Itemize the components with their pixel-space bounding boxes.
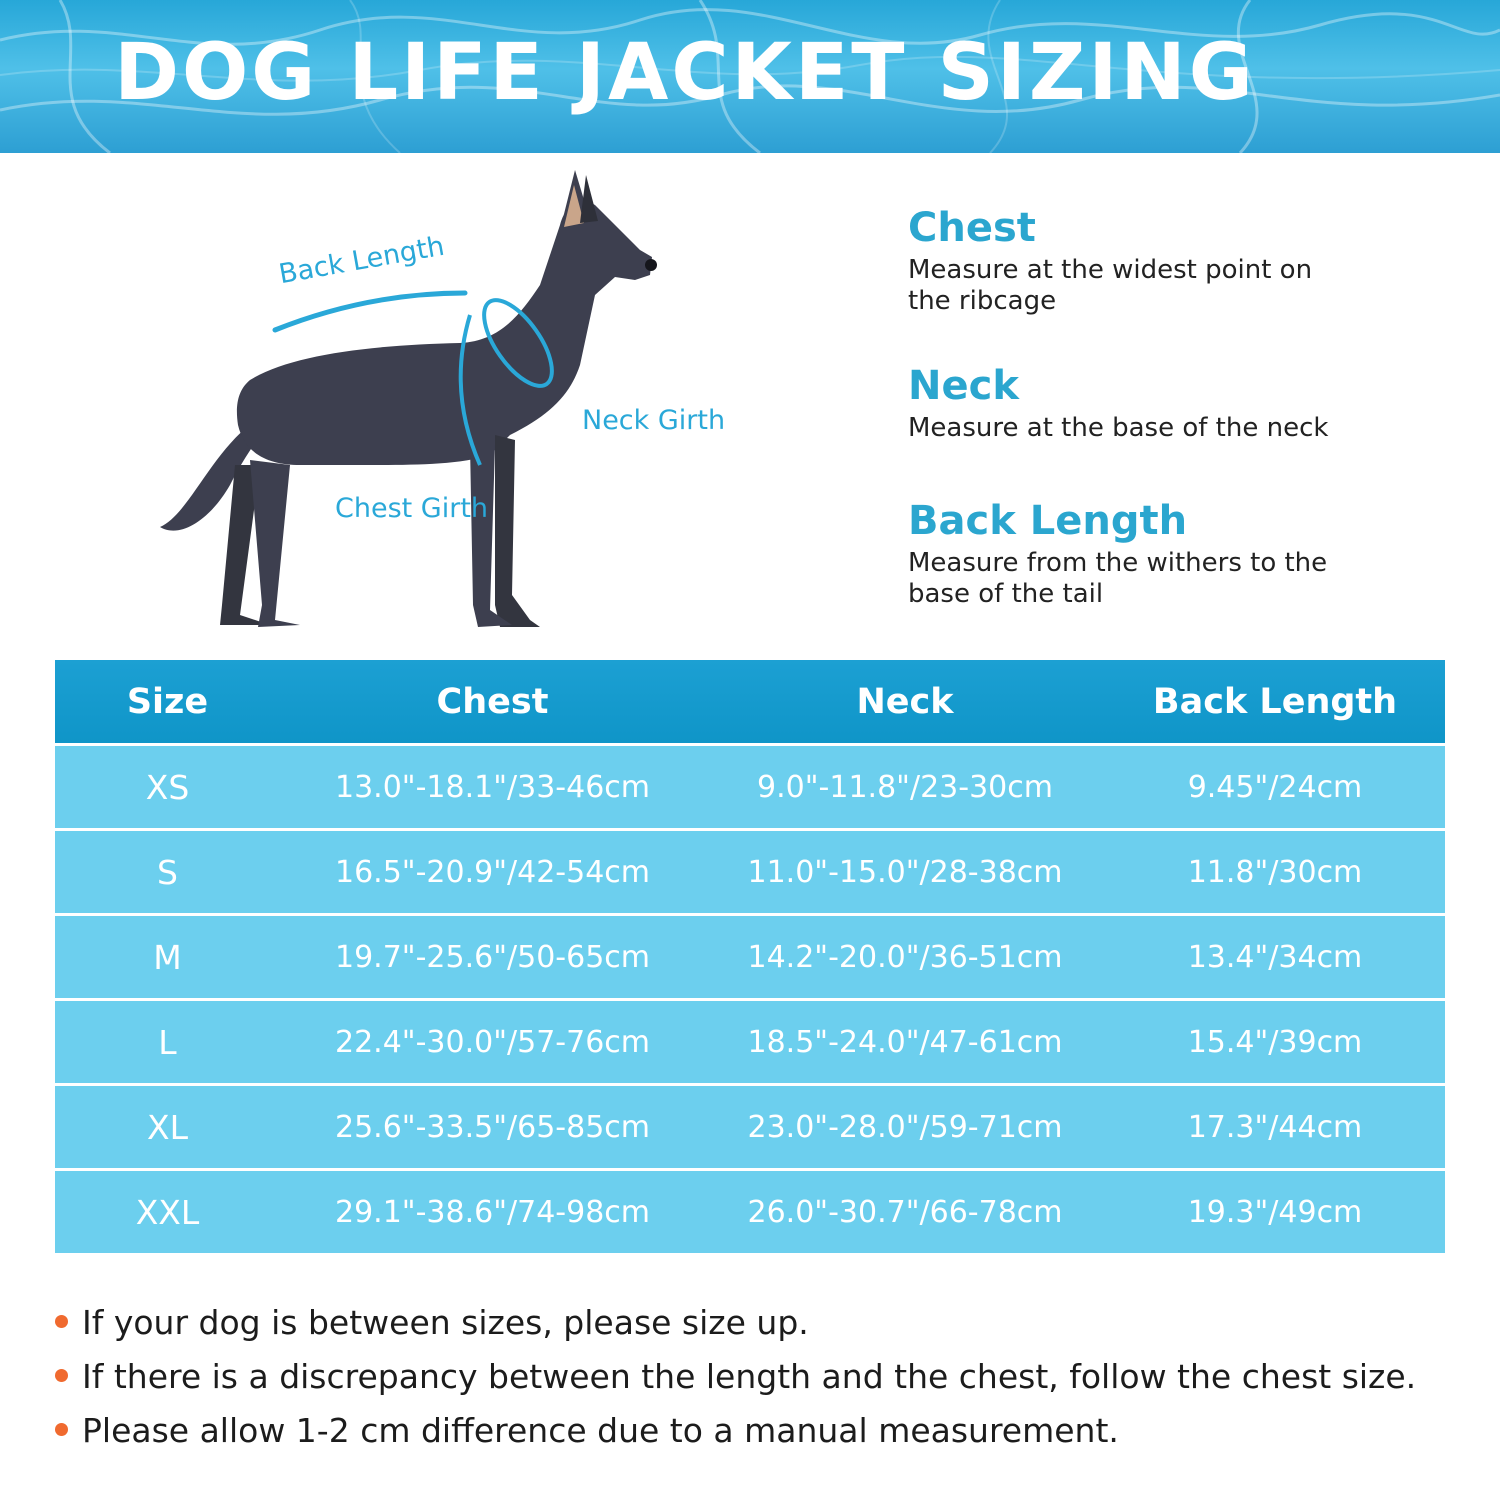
table-row [55,916,1445,998]
measure-chest-title: Chest [908,205,1036,251]
chest-cell: 16.5"-20.9"/42-54cm [334,854,650,890]
measure-chest-desc: Measure at the widest point on the ribcage [908,255,1313,316]
measure-neck-desc: Measure at the base of the neck [908,413,1329,443]
measure-back-length-title: Back Length [908,498,1188,544]
note-item: Please allow 1-2 cm difference due to a manual measurement. [52,1404,1482,1458]
header-banner [0,0,1500,153]
measure-back-length-desc: Measure from the withers to the base of the tail [908,548,1328,609]
size-cell: L [158,1022,177,1062]
neck-girth-label: Neck Girth [582,405,726,436]
neck-cell: 23.0"-28.0"/59-71cm [747,1109,1063,1145]
size-cell: XS [145,767,190,807]
header-back-length: Back Length [1152,681,1398,722]
chest-cell: 13.0"-18.1"/33-46cm [334,769,650,805]
sizing-notes [52,1296,1482,1458]
page-title: DOG LIFE JACKET SIZING [114,28,1256,118]
neck-cell: 9.0"-11.8"/23-30cm [757,769,1053,805]
neck-cell: 18.5"-24.0"/47-61cm [747,1024,1063,1060]
chest-cell: 22.4"-30.0"/57-76cm [334,1024,650,1060]
measure-back-length [908,498,1468,610]
table-row [55,831,1445,913]
measure-neck-title: Neck [908,363,1019,409]
back-length-label: Back Length [276,230,447,291]
note-item: If there is a discrepancy between the length and the chest, follow the chest size. [52,1350,1482,1404]
header-chest: Chest [436,681,549,722]
chest-cell: 19.7"-25.6"/50-65cm [334,939,650,975]
table-row [55,1001,1445,1083]
chest-cell: 25.6"-33.5"/65-85cm [334,1109,650,1145]
bullet-icon [55,1315,68,1328]
size-cell: XXL [135,1192,200,1232]
chest-girth-label: Chest Girth [335,493,489,524]
table-header-row [55,660,1445,743]
dog-illustration [140,165,760,635]
size-table [55,660,1445,1253]
header-size: Size [126,681,209,722]
bullet-icon [55,1369,68,1382]
header-neck: Neck [856,681,954,722]
chest-cell: 29.1"-38.6"/74-98cm [334,1194,650,1230]
back-length-cell: 15.4"/39cm [1187,1024,1363,1060]
back-length-cell: 17.3"/44cm [1187,1109,1363,1145]
table-row [55,1086,1445,1168]
neck-cell: 14.2"-20.0"/36-51cm [747,939,1063,975]
back-length-cell: 9.45"/24cm [1187,769,1363,805]
bullet-icon [55,1423,68,1436]
table-row [55,1171,1445,1253]
neck-cell: 11.0"-15.0"/28-38cm [747,854,1063,890]
measure-chest [908,205,1468,317]
table-row [55,746,1445,828]
back-length-cell: 11.8"/30cm [1187,854,1363,890]
note-item: If your dog is between sizes, please size up. [52,1296,1482,1350]
back-length-cell: 13.4"/34cm [1187,939,1363,975]
dog-diagram [140,165,760,635]
back-length-cell: 19.3"/49cm [1187,1194,1363,1230]
size-cell: XL [147,1107,188,1147]
size-cell: M [153,937,182,977]
size-cell: S [157,852,178,892]
neck-cell: 26.0"-30.7"/66-78cm [747,1194,1063,1230]
measure-neck [908,363,1468,444]
